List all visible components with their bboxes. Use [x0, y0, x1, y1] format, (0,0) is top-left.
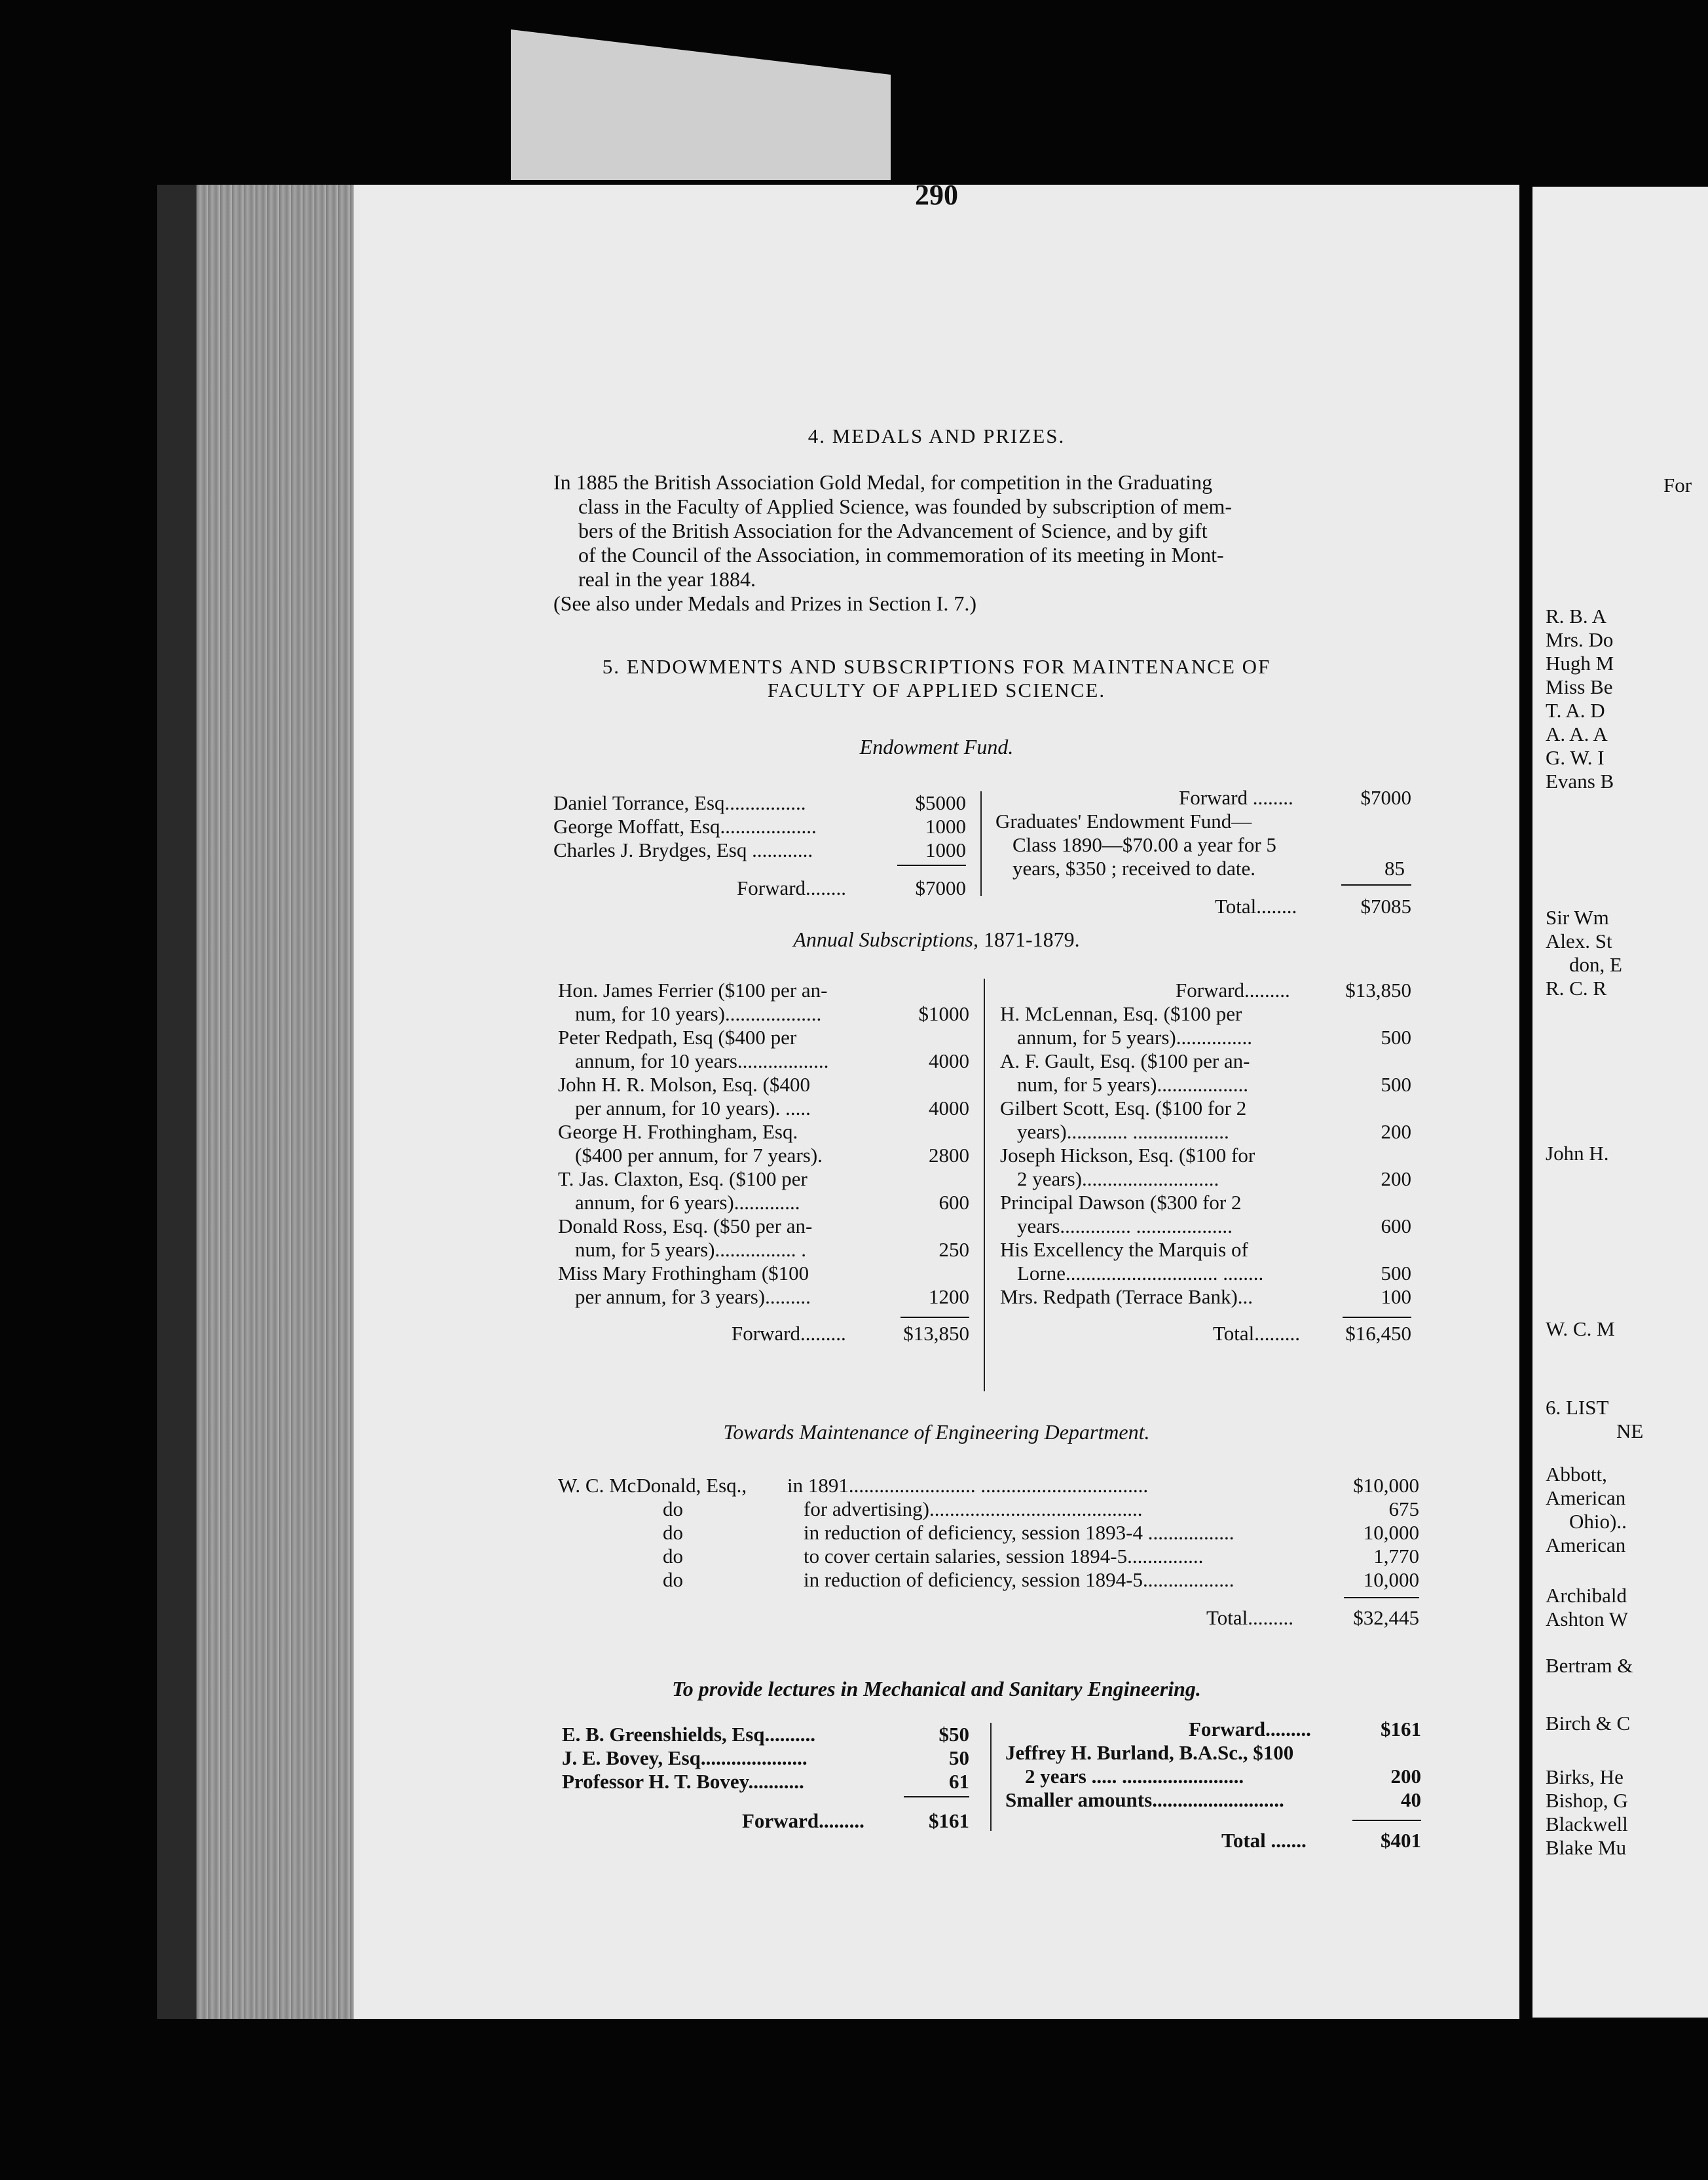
subscriber-line-1: Donald Ross, Esq. ($50 per an- — [558, 1214, 813, 1237]
facing-text: Birch & C — [1546, 1712, 1631, 1735]
ditto-mark: do — [663, 1545, 683, 1568]
annual-left-row — [558, 1144, 969, 1167]
annual-left-column — [558, 979, 969, 1345]
forward-label: Forward......... — [742, 1809, 864, 1832]
column-divider — [984, 979, 985, 1391]
facing-text: Sir Wm — [1546, 906, 1609, 929]
engineering-table — [558, 1474, 1419, 1630]
donor-amount: $50 — [938, 1723, 969, 1746]
total-rule — [1343, 1317, 1411, 1318]
subscriber-line-2: num, for 5 years)................ . — [575, 1238, 806, 1261]
donor-name: W. C. McDonald, Esq., — [558, 1474, 747, 1497]
donor-line: Smaller amounts.......................... — [1005, 1788, 1284, 1811]
section-5-heading-line-2: FACULTY OF APPLIED SCIENCE. — [767, 679, 1106, 702]
annual-right-row — [1000, 1285, 1411, 1309]
subscriber-line-1: T. Jas. Claxton, Esq. ($100 per — [558, 1167, 808, 1190]
donation-description: for advertising).......................................... — [804, 1497, 1143, 1520]
forward-amount: $7000 — [1360, 786, 1411, 809]
annual-left-forward — [558, 1322, 969, 1345]
forward-amount: $7000 — [915, 876, 966, 899]
column-divider — [980, 791, 982, 896]
donor-amount: 200 — [1390, 1765, 1421, 1788]
lectures-row — [562, 1723, 969, 1746]
subscriber-line-1: A. F. Gault, Esq. ($100 per an- — [1000, 1049, 1250, 1072]
annual-right-row — [1000, 1167, 1411, 1191]
facing-text: American — [1546, 1533, 1626, 1556]
fund-text: years, $350 ; received to date. — [1012, 857, 1255, 880]
annual-left-row — [558, 979, 969, 1002]
engineering-row — [558, 1545, 1419, 1568]
donation-amount: 10,000 — [1363, 1521, 1419, 1544]
donation-amount: 10,000 — [1363, 1568, 1419, 1591]
facing-text: Blackwell — [1546, 1813, 1628, 1835]
subscriber-line-2: Lorne.............................. ........ — [1017, 1262, 1264, 1285]
section-5-heading-line-1: 5. ENDOWMENTS AND SUBSCRIPTIONS FOR MAINTENANCE OF — [602, 655, 1271, 678]
lectures-right-line — [1005, 1765, 1421, 1788]
annual-right-row — [1000, 1191, 1411, 1214]
subtotal-rule — [897, 865, 966, 866]
total-rule — [1352, 1820, 1421, 1821]
annual-right-row — [1000, 1120, 1411, 1144]
annual-left-row — [558, 1238, 969, 1262]
subscriber-line-2: num, for 10 years)................... — [575, 1002, 822, 1025]
subscriber-amount: 600 — [938, 1191, 969, 1214]
donor-line: Jeffrey H. Burland, B.A.Sc., $100 — [1005, 1741, 1294, 1764]
annual-left-row — [558, 1262, 969, 1285]
subscriber-amount: 250 — [938, 1238, 969, 1261]
facing-text: 6. LIST — [1546, 1396, 1609, 1419]
subscriber-amount: 600 — [1381, 1214, 1411, 1237]
ditto-mark: do — [663, 1521, 683, 1544]
lectures-left-column — [562, 1723, 969, 1833]
facing-text: Blake Mu — [1546, 1836, 1627, 1859]
endowment-left-column — [553, 791, 966, 900]
forward-amount: $13,850 — [1345, 979, 1411, 1002]
subscriber-amount: 1200 — [929, 1285, 969, 1308]
facing-text: Hugh M — [1546, 652, 1614, 675]
subscriber-amount: 100 — [1381, 1285, 1411, 1308]
donor-name: Professor H. T. Bovey........... — [562, 1770, 804, 1793]
facing-text: R. B. A — [1546, 605, 1607, 628]
endowment-row — [553, 815, 966, 838]
annual-years: 1871-1879. — [984, 928, 1080, 951]
donation-description: to cover certain salaries, session 1894-5............... — [804, 1545, 1204, 1568]
donation-description: in reduction of deficiency, session 1893-4 ................. — [804, 1521, 1235, 1544]
annual-left-row — [558, 1002, 969, 1026]
annual-subscriptions-title — [354, 929, 1519, 950]
annual-right-row — [1000, 1097, 1411, 1120]
engineering-total — [558, 1606, 1419, 1630]
subscriber-line-1: George H. Frothingham, Esq. — [558, 1120, 798, 1143]
facing-text: John H. — [1546, 1142, 1609, 1165]
subscriber-amount: 500 — [1381, 1026, 1411, 1049]
donation-amount: $10,000 — [1353, 1474, 1419, 1497]
facing-text: For — [1663, 474, 1692, 497]
engineering-title: Towards Maintenance of Engineering Department. — [723, 1420, 1150, 1444]
annual-right-row — [1000, 1026, 1411, 1049]
lectures-right-line — [1005, 1741, 1421, 1765]
ditto-mark: do — [663, 1568, 683, 1591]
annual-right-row — [1000, 1214, 1411, 1238]
facing-page — [1532, 187, 1708, 2018]
subscriber-line-2: annum, for 5 years)............... — [1017, 1026, 1252, 1049]
subscriber-line-1: Gilbert Scott, Esq. ($100 for 2 — [1000, 1097, 1247, 1119]
facing-text: Ashton W — [1546, 1607, 1629, 1630]
fund-text: Class 1890—$70.00 a year for 5 — [1012, 833, 1276, 856]
endowment-right-column — [995, 786, 1411, 918]
subscriber-amount: 200 — [1381, 1167, 1411, 1190]
total-label: Total......... — [1206, 1606, 1294, 1629]
donor-name: Daniel Torrance, Esq................ — [553, 791, 806, 814]
forward-amount: $161 — [1381, 1718, 1421, 1740]
subscriber-line-2: per annum, for 3 years)......... — [575, 1285, 811, 1308]
fund-text: Graduates' Endowment Fund— — [995, 810, 1252, 833]
lectures-right-line — [1005, 1788, 1421, 1812]
annual-right-row — [1000, 1049, 1411, 1073]
facing-text: Mrs. Do — [1546, 628, 1614, 651]
forward-label: Forward......... — [732, 1322, 846, 1345]
facing-text: G. W. I — [1546, 746, 1605, 769]
para-line-5: real in the year 1884. — [578, 567, 756, 591]
donor-name: George Moffatt, Esq................... — [553, 815, 817, 838]
donor-amount: 61 — [949, 1770, 969, 1793]
annual-right-row — [1000, 1002, 1411, 1026]
endowment-left-forward — [553, 876, 966, 900]
subscriber-amount: 500 — [1381, 1073, 1411, 1096]
subscriber-line-1: Miss Mary Frothingham ($100 — [558, 1262, 809, 1285]
lectures-right-column — [1005, 1718, 1421, 1852]
subscriber-line-2: annum, for 6 years)............. — [575, 1191, 800, 1214]
annual-left-row — [558, 1097, 969, 1120]
facing-text: Miss Be — [1546, 675, 1613, 698]
subscriber-amount: 2800 — [929, 1144, 969, 1167]
total-amount: $16,450 — [1345, 1322, 1411, 1345]
ditto-mark: do — [663, 1497, 683, 1520]
donor-line: 2 years ..... ........................ — [1025, 1765, 1244, 1788]
subtotal-rule — [900, 1317, 969, 1318]
annual-left-row — [558, 1073, 969, 1097]
endowment-total — [995, 895, 1411, 918]
subscriber-amount: 500 — [1381, 1262, 1411, 1285]
donor-amount: 50 — [949, 1746, 969, 1769]
subscriber-line-1: John H. R. Molson, Esq. ($400 — [558, 1073, 810, 1096]
endowment-right-line — [995, 857, 1411, 880]
facing-text: NE — [1616, 1419, 1644, 1442]
annual-left-row — [558, 1214, 969, 1238]
donor-amount: 40 — [1401, 1788, 1421, 1811]
page-number: 290 — [915, 179, 958, 211]
endowment-right-line — [995, 810, 1411, 833]
engineering-row — [558, 1568, 1419, 1592]
donor-name: J. E. Bovey, Esq..................... — [562, 1746, 808, 1769]
section-4-heading: 4. MEDALS AND PRIZES. — [808, 424, 1066, 447]
subscriber-line-1: Peter Redpath, Esq ($400 per — [558, 1026, 797, 1049]
facing-text: Bertram & — [1546, 1654, 1633, 1677]
annual-left-row — [558, 1167, 969, 1191]
annual-total — [1000, 1322, 1411, 1345]
facing-text: don, E — [1569, 953, 1622, 976]
subscriber-line-1: Joseph Hickson, Esq. ($100 for — [1000, 1144, 1255, 1167]
subscriber-line-2: years)............ ................... — [1017, 1120, 1229, 1143]
facing-text: Bishop, G — [1546, 1789, 1628, 1812]
facing-text: T. A. D — [1546, 699, 1605, 722]
annual-right-forward — [1000, 979, 1411, 1002]
donor-amount: 1000 — [925, 815, 966, 838]
annual-left-row — [558, 1120, 969, 1144]
total-label: Total ....... — [1221, 1829, 1307, 1852]
annual-right-row — [1000, 1073, 1411, 1097]
subtotal-rule — [904, 1796, 969, 1797]
facing-text: Archibald — [1546, 1584, 1627, 1607]
facing-text: Birks, He — [1546, 1765, 1624, 1788]
annual-right-row — [1000, 1262, 1411, 1285]
annual-left-row — [558, 1026, 969, 1049]
donor-name: Charles J. Brydges, Esq ............ — [553, 838, 813, 861]
torn-paper-scrap — [511, 29, 891, 180]
fund-amount: 85 — [1384, 857, 1405, 880]
para-line-2: class in the Faculty of Applied Science, was founded by subscription of mem- — [578, 495, 1233, 518]
column-divider — [990, 1723, 992, 1831]
donation-amount: 675 — [1388, 1497, 1419, 1520]
subscriber-amount: 200 — [1381, 1120, 1411, 1143]
endowment-right-forward — [995, 786, 1411, 810]
lectures-total — [1005, 1829, 1421, 1852]
book-spine — [157, 185, 196, 2019]
engineering-row — [558, 1474, 1419, 1497]
total-amount: $401 — [1381, 1829, 1421, 1852]
total-rule — [1341, 884, 1411, 886]
donor-amount: $5000 — [915, 791, 966, 814]
forward-label: Forward ........ — [1179, 786, 1293, 809]
facing-text: R. C. R — [1546, 977, 1607, 1000]
forward-amount: $13,850 — [903, 1322, 969, 1345]
lectures-right-forward — [1005, 1718, 1421, 1741]
lectures-row — [562, 1770, 969, 1794]
total-amount: $32,445 — [1353, 1606, 1419, 1629]
endowment-row — [553, 791, 966, 815]
donation-description: in reduction of deficiency, session 1894-5.................. — [804, 1568, 1235, 1591]
subscriber-line-2: per annum, for 10 years). ..... — [575, 1097, 811, 1119]
forward-label: Forward......... — [1176, 979, 1290, 1002]
donor-amount: 1000 — [925, 838, 966, 861]
facing-text: Abbott, — [1546, 1463, 1607, 1486]
total-amount: $7085 — [1360, 895, 1411, 918]
facing-text: Ohio).. — [1569, 1510, 1627, 1533]
subscriber-line-2: annum, for 10 years.................. — [575, 1049, 829, 1072]
subscriber-line-1: Hon. James Ferrier ($100 per an- — [558, 979, 828, 1002]
lectures-title: To provide lectures in Mechanical and Sanitary Engineering. — [672, 1677, 1201, 1701]
facing-text: W. C. M — [1546, 1317, 1615, 1340]
para-line-4: of the Council of the Association, in commemoration of its meeting in Mont- — [578, 543, 1224, 567]
total-label: Total......... — [1213, 1322, 1301, 1345]
section-4-paragraph — [553, 470, 1411, 616]
see-also-note: (See also under Medals and Prizes in Section I. 7.) — [553, 592, 977, 615]
annual-right-column — [1000, 979, 1411, 1345]
forward-amount: $161 — [929, 1809, 969, 1832]
endowment-fund-title: Endowment Fund. — [859, 735, 1014, 759]
annual-right-row — [1000, 1144, 1411, 1167]
subscriber-line-2: num, for 5 years).................. — [1017, 1073, 1248, 1096]
total-rule — [1344, 1597, 1419, 1598]
annual-left-row — [558, 1049, 969, 1073]
subscriber-amount: 4000 — [929, 1097, 969, 1119]
para-line-3: bers of the British Association for the Advancement of Science, and by gift — [578, 519, 1208, 542]
subscriber-amount: 4000 — [929, 1049, 969, 1072]
forward-label: Forward......... — [1189, 1718, 1311, 1740]
endowment-row — [553, 838, 966, 862]
subscriber-line-1: H. McLennan, Esq. ($100 per — [1000, 1002, 1242, 1025]
annual-title: Annual Subscriptions, — [793, 928, 978, 951]
donation-amount: 1,770 — [1373, 1545, 1419, 1568]
donation-description: in 1891......................... ................................. — [787, 1474, 1149, 1497]
engineering-row — [558, 1497, 1419, 1521]
facing-text: Evans B — [1546, 770, 1614, 793]
lectures-row — [562, 1746, 969, 1770]
annual-left-row — [558, 1285, 969, 1309]
subscriber-line-2: ($400 per annum, for 7 years). — [575, 1144, 823, 1167]
endowment-right-line — [995, 833, 1411, 857]
lectures-left-forward — [562, 1809, 969, 1833]
para-line-1: In 1885 the British Association Gold Medal, for competition in the Graduating — [553, 470, 1213, 494]
facing-text: Alex. St — [1546, 930, 1612, 952]
subscriber-line-2: 2 years)........................... — [1017, 1167, 1219, 1190]
forward-label: Forward........ — [737, 876, 847, 899]
subscriber-line-1: His Excellency the Marquis of — [1000, 1238, 1248, 1261]
engineering-row — [558, 1521, 1419, 1545]
annual-right-row — [1000, 1238, 1411, 1262]
subscriber-line-2: years.............. ................... — [1017, 1214, 1233, 1237]
facing-text: American — [1546, 1486, 1626, 1509]
donor-name: E. B. Greenshields, Esq.......... — [562, 1723, 816, 1746]
subscriber-amount: $1000 — [918, 1002, 969, 1025]
page-edges — [196, 185, 354, 2019]
subscriber-line-1: Principal Dawson ($300 for 2 — [1000, 1191, 1242, 1214]
facing-text: A. A. A — [1546, 723, 1608, 745]
annual-left-row — [558, 1191, 969, 1214]
subscriber-line-1: Mrs. Redpath (Terrace Bank)... — [1000, 1285, 1253, 1308]
total-label: Total........ — [1215, 895, 1297, 918]
